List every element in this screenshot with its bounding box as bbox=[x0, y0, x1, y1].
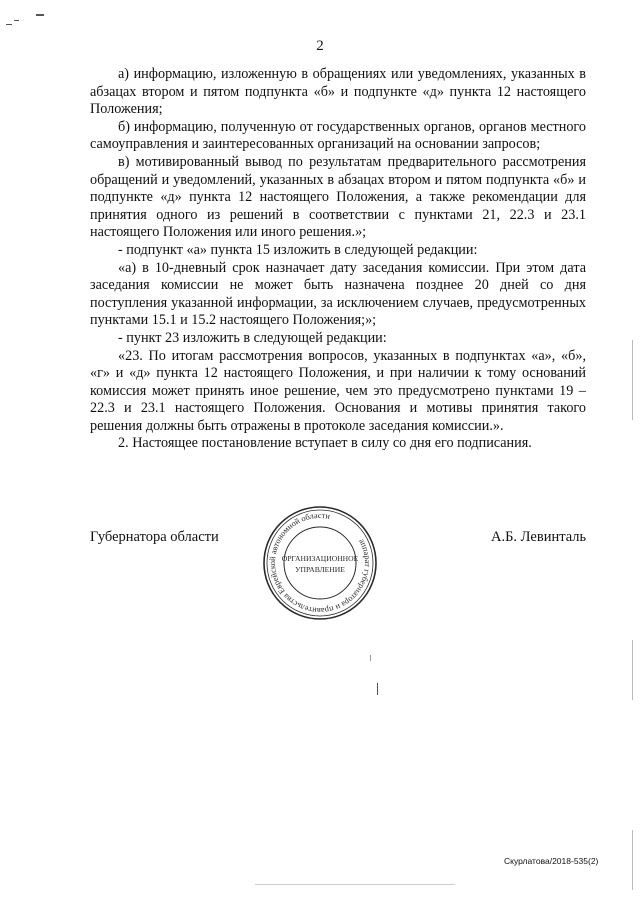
svg-text:аппарат губернатора и правител bbox=[260, 503, 380, 623]
paragraph-subpoint-15a: «а) в 10-дневный срок назначает дату заседания комиссии. При этом дата заседания комиссии не может быть назначена позднее 20 дней со дня поступления указанной информации, за исключением случаев, предусмотренных пунктами 15.1 и 15.2 настоящего Положения;»; bbox=[90, 259, 586, 329]
scan-mark bbox=[377, 683, 378, 695]
scan-mark bbox=[255, 884, 455, 885]
paragraph-effective-date: 2. Настоящее постановление вступает в силу со дня его подписания. bbox=[118, 435, 532, 452]
paragraph-a: а) информацию, изложенную в обращениях или уведомлениях, указанных в абзацах втором и пятом подпункта «б» и подпункте «д» пункта 12 настоящего Положения; bbox=[90, 66, 586, 118]
scan-mark bbox=[36, 14, 44, 16]
stamp-ring-text: аппарат губернатора и правительства Еврейской автономной области bbox=[267, 510, 373, 616]
paragraph-v: в) мотивированный вывод по результатам предварительного рассмотрения обращений и уведомлений, указанных в абзацах втором и пятом подпункта «б» и подпункте «д» пункта 12 настоящего Положения, а также рекомендации для принятия одного из решений в соответствии с пунктами 21, 22.3 и 23.1 настоящего Положения или иного решения.»; bbox=[90, 153, 586, 241]
scan-mark bbox=[632, 830, 633, 890]
scan-mark bbox=[632, 340, 633, 420]
footer-reference: Скурлатова/2018-535(2) bbox=[504, 856, 599, 866]
scan-mark bbox=[14, 20, 19, 21]
scan-mark bbox=[370, 655, 371, 661]
paragraph-b: б) информацию, полученную от государственных органов, органов местного самоуправления и заинтересованных организаций на основании запросов; bbox=[90, 118, 586, 153]
stamp-center-line-2: УПРАВЛЕНИЕ bbox=[295, 565, 345, 574]
document-body bbox=[90, 66, 586, 453]
scan-mark bbox=[632, 640, 633, 700]
official-stamp bbox=[260, 503, 380, 623]
paragraph-point-23: «23. По итогам рассмотрения вопросов, указанных в подпунктах «а», «б», «г» и «д» пункта 12 настоящего Положения, и при наличии к тому оснований комиссия может принять иное решение, чем это предусмотрено пунктами 19 – 22.3 и 23.1 настоящего Положения. Основания и мотивы принятия такого решения должны быть отражены в протоколе заседания комиссии.». bbox=[90, 347, 586, 434]
page-number: 2 bbox=[316, 38, 324, 54]
paragraph-subpoint-15a-intro: - подпункт «а» пункта 15 изложить в следующей редакции: bbox=[118, 241, 478, 258]
stamp-center-line-1: ОРГАНИЗАЦИОННОЕ bbox=[281, 554, 359, 563]
paragraph-point-23-intro: - пункт 23 изложить в следующей редакции: bbox=[118, 329, 387, 346]
signatory-name: А.Б. Левинталь bbox=[491, 529, 587, 545]
scan-mark bbox=[6, 24, 12, 25]
signatory-title: Губернатора области bbox=[90, 529, 219, 545]
